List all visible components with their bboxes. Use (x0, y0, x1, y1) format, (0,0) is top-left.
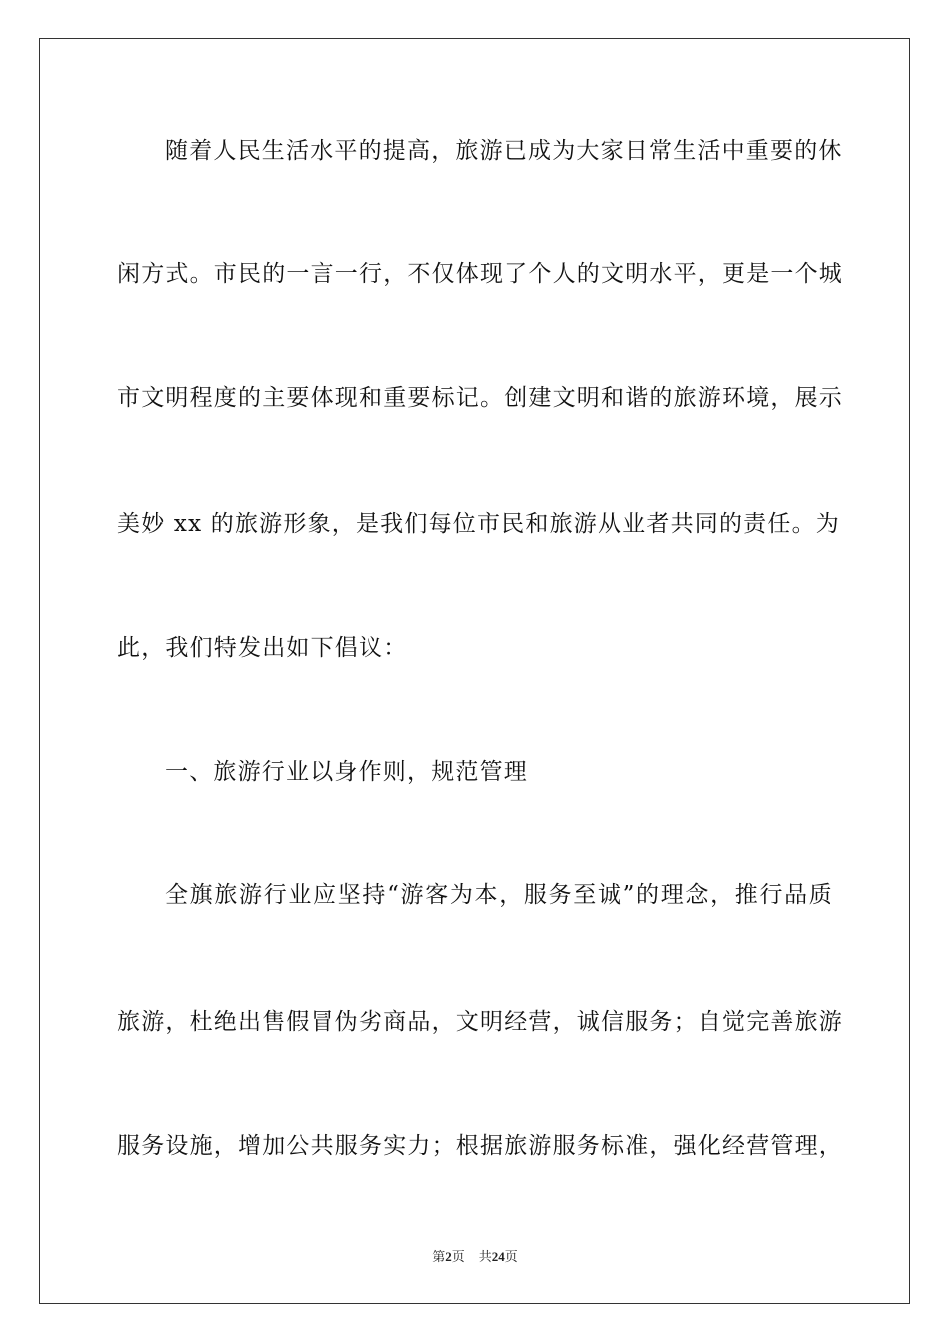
paragraph-2-line-1: 全旗旅游行业应坚持“游客为本，服务至诚”的理念，推行品质 (165, 882, 833, 908)
page-suffix: 页 (451, 1249, 465, 1264)
paragraph-1-line-1: 随着人民生活水平的提高，旅游已成为大家日常生活中重要的休 (165, 138, 843, 164)
paragraph-2-line-3: 服务设施，增加公共服务实力；根据旅游服务标准，强化经营管理， (117, 1133, 843, 1159)
page-border (39, 38, 910, 1304)
total-prefix: 共 (478, 1249, 492, 1264)
page-number: 2 (445, 1249, 452, 1264)
section-heading: 一、旅游行业以身作则，规范管理 (165, 759, 528, 785)
paragraph-1-line-4: 美妙 xx 的旅游形象，是我们每位市民和旅游从业者共同的责任。为 (117, 511, 840, 537)
paragraph-1-line-2: 闲方式。市民的一言一行，不仅体现了个人的文明水平，更是一个城 (117, 261, 843, 287)
total-pages: 24 (491, 1249, 505, 1264)
page-prefix: 第 (432, 1249, 446, 1264)
paragraph-1-line-5: 此，我们特发出如下倡议： (117, 635, 408, 661)
paragraph-2-line-2: 旅游，杜绝出售假冒伪劣商品，文明经营，诚信服务；自觉完善旅游 (117, 1009, 843, 1035)
page-footer (0, 1246, 950, 1265)
total-suffix: 页 (504, 1249, 518, 1264)
paragraph-1-line-3: 市文明程度的主要体现和重要标记。创建文明和谐的旅游环境，展示 (117, 385, 843, 411)
